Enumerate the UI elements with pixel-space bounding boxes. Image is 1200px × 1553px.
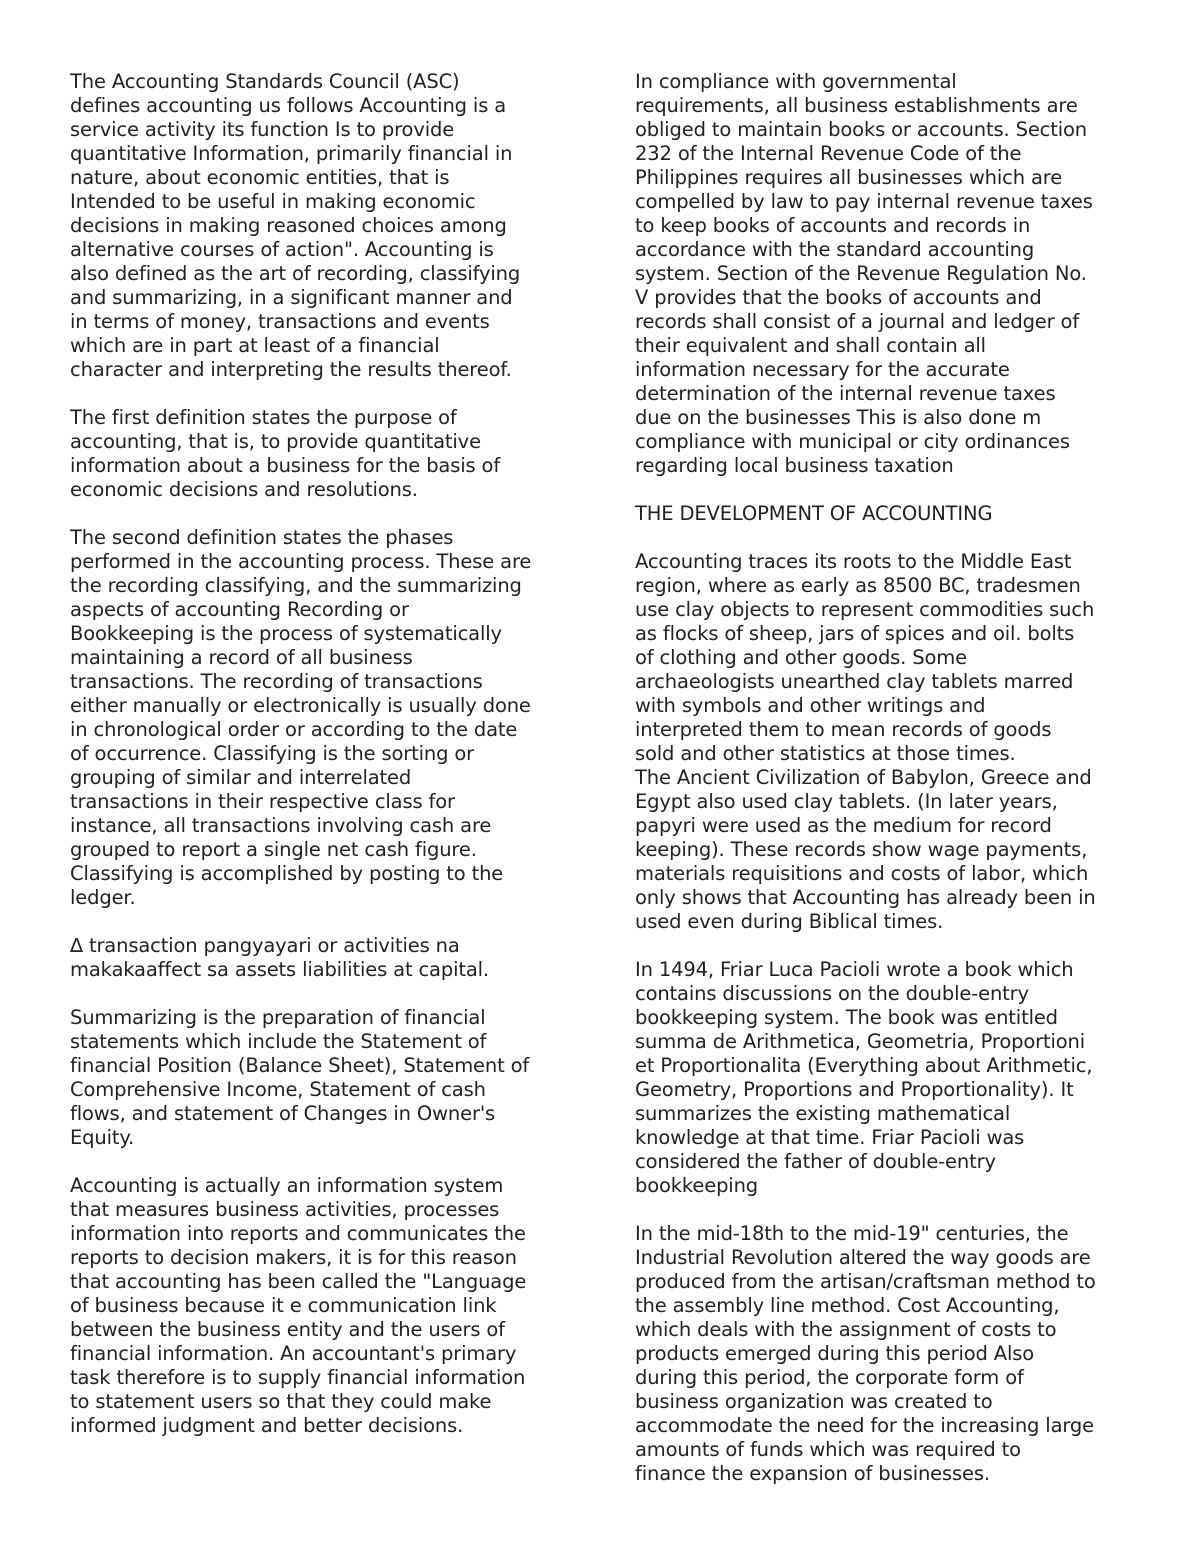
text-line: requirements, all business establishments are [635,94,1078,117]
text-line: contains discussions on the double-entry [635,982,1029,1005]
text-line: summarizes the existing mathematical [635,1102,1011,1125]
text-line: bookkeeping [635,1174,759,1197]
text-line: that accounting has been called the "Language [70,1270,527,1293]
paragraph-middle-east [635,550,1135,934]
text-line: only shows that Accounting has already been in [635,886,1096,909]
text-line: summa de Arithmetica, Geometria, Proportioni [635,1030,1086,1053]
text-line: defines accounting us follows Accounting is a [70,94,507,117]
text-line: In the mid-18th to the mid-19" centuries, the [635,1222,1069,1245]
text-line: Philippines requires all businesses which are [635,166,1063,189]
paragraph-first-definition [70,406,570,502]
text-line: of business because it e communication link [70,1294,497,1317]
text-line: Comprehensive Income, Statement of cash [70,1078,486,1101]
text-line: determination of the internal revenue taxes [635,382,1056,405]
text-line: instance, all transactions involving cash are [70,814,492,837]
text-line: Bookkeeping is the process of systematically [70,622,502,645]
text-line: papyri were used as the medium for record [635,814,1052,837]
paragraph-asc-definition [70,70,570,382]
text-line: The first definition states the purpose of [70,406,457,429]
text-line: in chronological order or according to the date [70,718,518,741]
section-heading [635,502,1135,526]
text-line: during this period, the corporate form of [635,1366,1024,1389]
text-line: ∆ transaction pangyayari or activities na [70,934,460,957]
text-line: character and interpreting the results thereof. [70,358,512,381]
text-line: Accounting is actually an information system [70,1174,504,1197]
text-line: In 1494, Friar Luca Pacioli wrote a book which [635,958,1074,981]
text-line: products emerged during this period Also [635,1342,1035,1365]
text-line: records shall consist of a journal and ledger of [635,310,1080,333]
text-line: The Accounting Standards Council (ASC) [70,70,460,93]
text-line: information about a business for the basis of [70,454,501,477]
text-line: Intended to be useful in making economic [70,190,476,213]
text-line: archaeologists unearthed clay tablets marred [635,670,1074,693]
text-line: 232 of the Internal Revenue Code of the [635,142,1022,165]
text-line: Egypt also used clay tablets. (In later years, [635,790,1058,813]
text-line: task therefore is to supply financial information [70,1366,526,1389]
text-line: service activity its function Is to provide [70,118,455,141]
text-line: of occurrence. Classifying is the sorting or [70,742,475,765]
text-line: grouping of similar and interrelated [70,766,412,789]
text-line: business organization was created to [635,1390,993,1413]
paragraph-summarizing [70,1006,570,1150]
text-line: quantitative Information, primarily financial in [70,142,513,165]
text-line: the recording classifying, and the summarizing [70,574,522,597]
text-line: finance the expansion of businesses. [635,1462,990,1485]
text-line: financial Position (Balance Sheet), Statement of [70,1054,530,1077]
paragraph-compliance [635,70,1135,478]
text-line: transactions. The recording of transactions [70,670,483,693]
text-line: obliged to maintain books or accounts. Section [635,118,1087,141]
text-line: also defined as the art of recording, classifying [70,262,521,285]
left-column [70,70,570,1438]
text-line: grouped to report a single net cash figure. [70,838,477,861]
text-line: the assembly line method. Cost Accounting, [635,1294,1060,1317]
text-line: sold and other statistics at those times. [635,742,1016,765]
text-line: interpreted them to mean records of goods [635,718,1052,741]
text-line: nature, about economic entities, that is [70,166,450,189]
text-line: considered the father of double-entry [635,1150,996,1173]
text-line: et Proportionalita (Everything about Arithmetic, [635,1054,1093,1077]
text-line: economic decisions and resolutions. [70,478,418,501]
text-line: amounts of funds which was required to [635,1438,1021,1461]
text-line: statements which include the Statement of [70,1030,487,1053]
text-line: information necessary for the accurate [635,358,1010,381]
paragraph-pacioli [635,958,1135,1198]
text-line: alternative courses of action". Accounting is [70,238,494,261]
text-line: Summarizing is the preparation of financial [70,1006,486,1029]
text-line: between the business entity and the users of [70,1318,505,1341]
text-line: In compliance with governmental [635,70,957,93]
paragraph-information-system [70,1174,570,1438]
text-line: maintaining a record of all business [70,646,413,669]
text-line: materials requisitions and costs of labor, which [635,862,1089,885]
text-line: ledger. [70,886,136,909]
text-line: Geometry, Proportions and Proportionality). It [635,1078,1074,1101]
text-line: financial information. An accountant's primary [70,1342,517,1365]
text-line: Classifying is accomplished by posting to the [70,862,504,885]
text-line: of clothing and other goods. Some [635,646,967,669]
text-line: accordance with the standard accounting [635,238,1035,261]
text-line: information into reports and communicates the [70,1222,526,1245]
text-line: knowledge at that time. Friar Pacioli was [635,1126,1025,1149]
text-line: accounting, that is, to provide quantitative [70,430,481,453]
paragraph-industrial-revolution [635,1222,1135,1486]
text-line: with symbols and other writings and [635,694,986,717]
text-line: which are in part at least of a financial [70,334,440,357]
text-line: The Ancient Civilization of Babylon, Greece and [635,766,1092,789]
text-line: performed in the accounting process. These are [70,550,532,573]
text-line: use clay objects to represent commodities such [635,598,1095,621]
text-line: transactions in their respective class for [70,790,455,813]
text-line: due on the businesses This is also done m [635,406,1042,429]
section-heading-text: THE DEVELOPMENT OF ACCOUNTING [635,502,993,525]
text-line: flows, and statement of Changes in Owner's [70,1102,496,1125]
text-line: to statement users so that they could make [70,1390,492,1413]
text-line: aspects of accounting Recording or [70,598,409,621]
text-line: that measures business activities, processes [70,1198,500,1221]
paragraph-second-definition [70,526,570,910]
text-line: accommodate the need for the increasing large [635,1414,1094,1437]
text-line: informed judgment and better decisions. [70,1414,464,1437]
text-line: their equivalent and shall contain all [635,334,986,357]
text-line: reports to decision makers, it is for this reason [70,1246,517,1269]
text-line: V provides that the books of accounts and [635,286,1042,309]
right-column [635,70,1135,1486]
text-line: produced from the artisan/craftsman method to [635,1270,1096,1293]
paragraph-transaction-note [70,934,570,982]
text-line: used even during Biblical times. [635,910,944,933]
text-line: which deals with the assignment of costs to [635,1318,1057,1341]
text-line: compelled by law to pay internal revenue taxes [635,190,1093,213]
text-line: Industrial Revolution altered the way goods are [635,1246,1091,1269]
text-line: keeping). These records show wage payments, [635,838,1088,861]
text-line: bookkeeping system. The book was entitled [635,1006,1058,1029]
text-line: makakaaffect sa assets liabilities at capital. [70,958,489,981]
text-line: decisions in making reasoned choices among [70,214,507,237]
text-line: The second definition states the phases [70,526,454,549]
text-line: Equity. [70,1126,135,1149]
text-line: in terms of money, transactions and events [70,310,490,333]
text-line: Accounting traces its roots to the Middle East [635,550,1072,573]
text-line: region, where as early as 8500 BC, tradesmen [635,574,1081,597]
text-line: regarding local business taxation [635,454,954,477]
text-line: to keep books of accounts and records in [635,214,1031,237]
text-line: as flocks of sheep, jars of spices and oil. bolts [635,622,1075,645]
text-line: either manually or electronically is usually done [70,694,531,717]
text-line: and summarizing, in a significant manner and [70,286,513,309]
text-line: compliance with municipal or city ordinances [635,430,1070,453]
text-line: system. Section of the Revenue Regulation No. [635,262,1087,285]
